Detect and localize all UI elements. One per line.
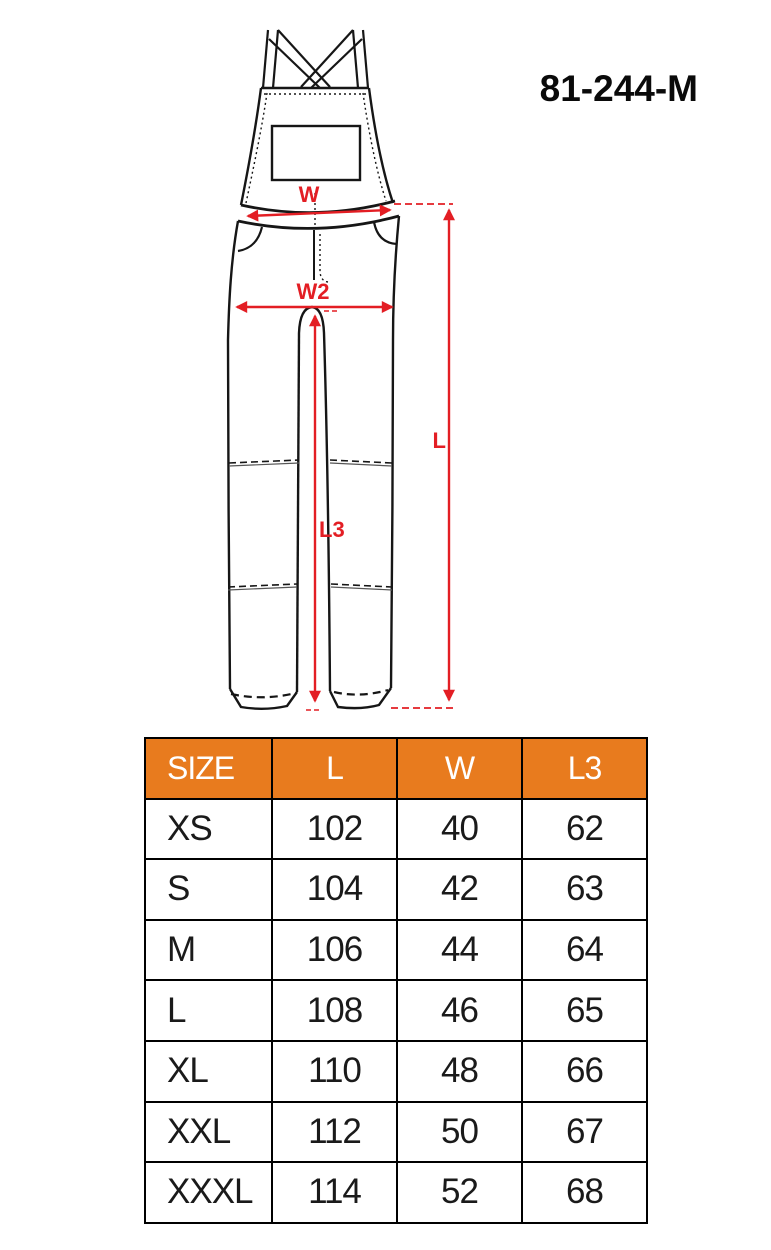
w-cell: 42 bbox=[397, 859, 522, 920]
w-cell: 40 bbox=[397, 799, 522, 860]
size-cell: XL bbox=[145, 1041, 272, 1102]
l3-cell: 65 bbox=[522, 980, 647, 1041]
size-cell: S bbox=[145, 859, 272, 920]
l3-cell: 68 bbox=[522, 1162, 647, 1223]
size-row-xxxl bbox=[145, 1162, 647, 1223]
size-row-xxl bbox=[145, 1102, 647, 1163]
w-cell: 50 bbox=[397, 1102, 522, 1163]
size-cell: L bbox=[145, 980, 272, 1041]
w-cell: 46 bbox=[397, 980, 522, 1041]
l3-cell: 63 bbox=[522, 859, 647, 920]
size-table-header-row bbox=[145, 738, 647, 799]
l-cell: 104 bbox=[272, 859, 397, 920]
size-table bbox=[144, 737, 648, 1224]
measurement-arrows bbox=[237, 182, 454, 710]
header-cell-w: W bbox=[397, 738, 522, 799]
l3-cell: 67 bbox=[522, 1102, 647, 1163]
l-cell: 108 bbox=[272, 980, 397, 1041]
header-cell-l: L bbox=[272, 738, 397, 799]
l-cell: 106 bbox=[272, 920, 397, 981]
measure-label-l: L bbox=[432, 428, 446, 453]
size-row-xl bbox=[145, 1041, 647, 1102]
size-cell: XXXL bbox=[145, 1162, 272, 1223]
size-row-xs bbox=[145, 799, 647, 860]
header-cell-size: SIZE bbox=[145, 738, 272, 799]
l3-cell: 62 bbox=[522, 799, 647, 860]
l-cell: 112 bbox=[272, 1102, 397, 1163]
size-row-m bbox=[145, 920, 647, 981]
measure-label-w2: W2 bbox=[296, 279, 330, 304]
size-cell: M bbox=[145, 920, 272, 981]
w-cell: 44 bbox=[397, 920, 522, 981]
measure-label-w: W bbox=[298, 182, 320, 207]
measure-label-l3: L3 bbox=[319, 517, 345, 542]
l-cell: 110 bbox=[272, 1041, 397, 1102]
shoulder-straps bbox=[263, 30, 368, 88]
chest-pocket bbox=[272, 126, 360, 180]
w-cell: 48 bbox=[397, 1041, 522, 1102]
size-row-l bbox=[145, 980, 647, 1041]
size-cell: XS bbox=[145, 799, 272, 860]
l-cell: 114 bbox=[272, 1162, 397, 1223]
w-cell: 52 bbox=[397, 1162, 522, 1223]
l3-cell: 66 bbox=[522, 1041, 647, 1102]
header-cell-l3: L3 bbox=[522, 738, 647, 799]
l-cell: 102 bbox=[272, 799, 397, 860]
size-cell: XXL bbox=[145, 1102, 272, 1163]
product-code: 81-244-M bbox=[539, 68, 698, 109]
l3-cell: 64 bbox=[522, 920, 647, 981]
size-row-s bbox=[145, 859, 647, 920]
